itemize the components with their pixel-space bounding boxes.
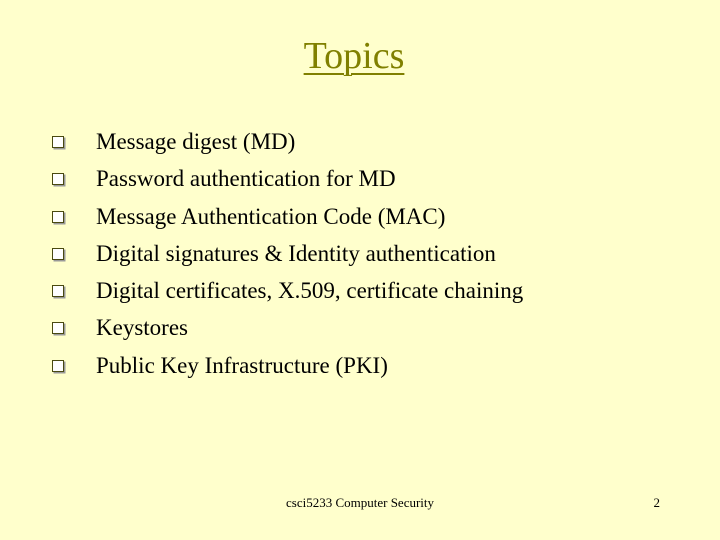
bullet-text: Keystores	[96, 315, 188, 341]
square-bullet-icon	[52, 136, 64, 148]
square-bullet-icon	[52, 248, 64, 260]
slide-title: Topics	[303, 35, 405, 77]
bullet-text: Public Key Infrastructure (PKI)	[96, 352, 388, 378]
square-bullet-icon	[52, 360, 64, 372]
square-bullet-icon	[52, 285, 64, 297]
bullet-text: Digital certificates, X.509, certificate chaining	[96, 278, 524, 304]
bullet-text: Message digest (MD)	[96, 129, 296, 154]
bullet-text: Message Authentication Code (MAC)	[96, 203, 446, 229]
square-bullet-icon	[52, 173, 64, 185]
footer-course-name: csci5233 Computer Security	[285, 495, 435, 510]
square-bullet-icon	[52, 322, 64, 334]
page-number: 2	[653, 495, 660, 510]
bullet-text: Password authentication for MD	[96, 166, 396, 192]
bullet-text: Digital signatures & Identity authentication	[96, 240, 496, 266]
square-bullet-icon	[52, 211, 64, 223]
